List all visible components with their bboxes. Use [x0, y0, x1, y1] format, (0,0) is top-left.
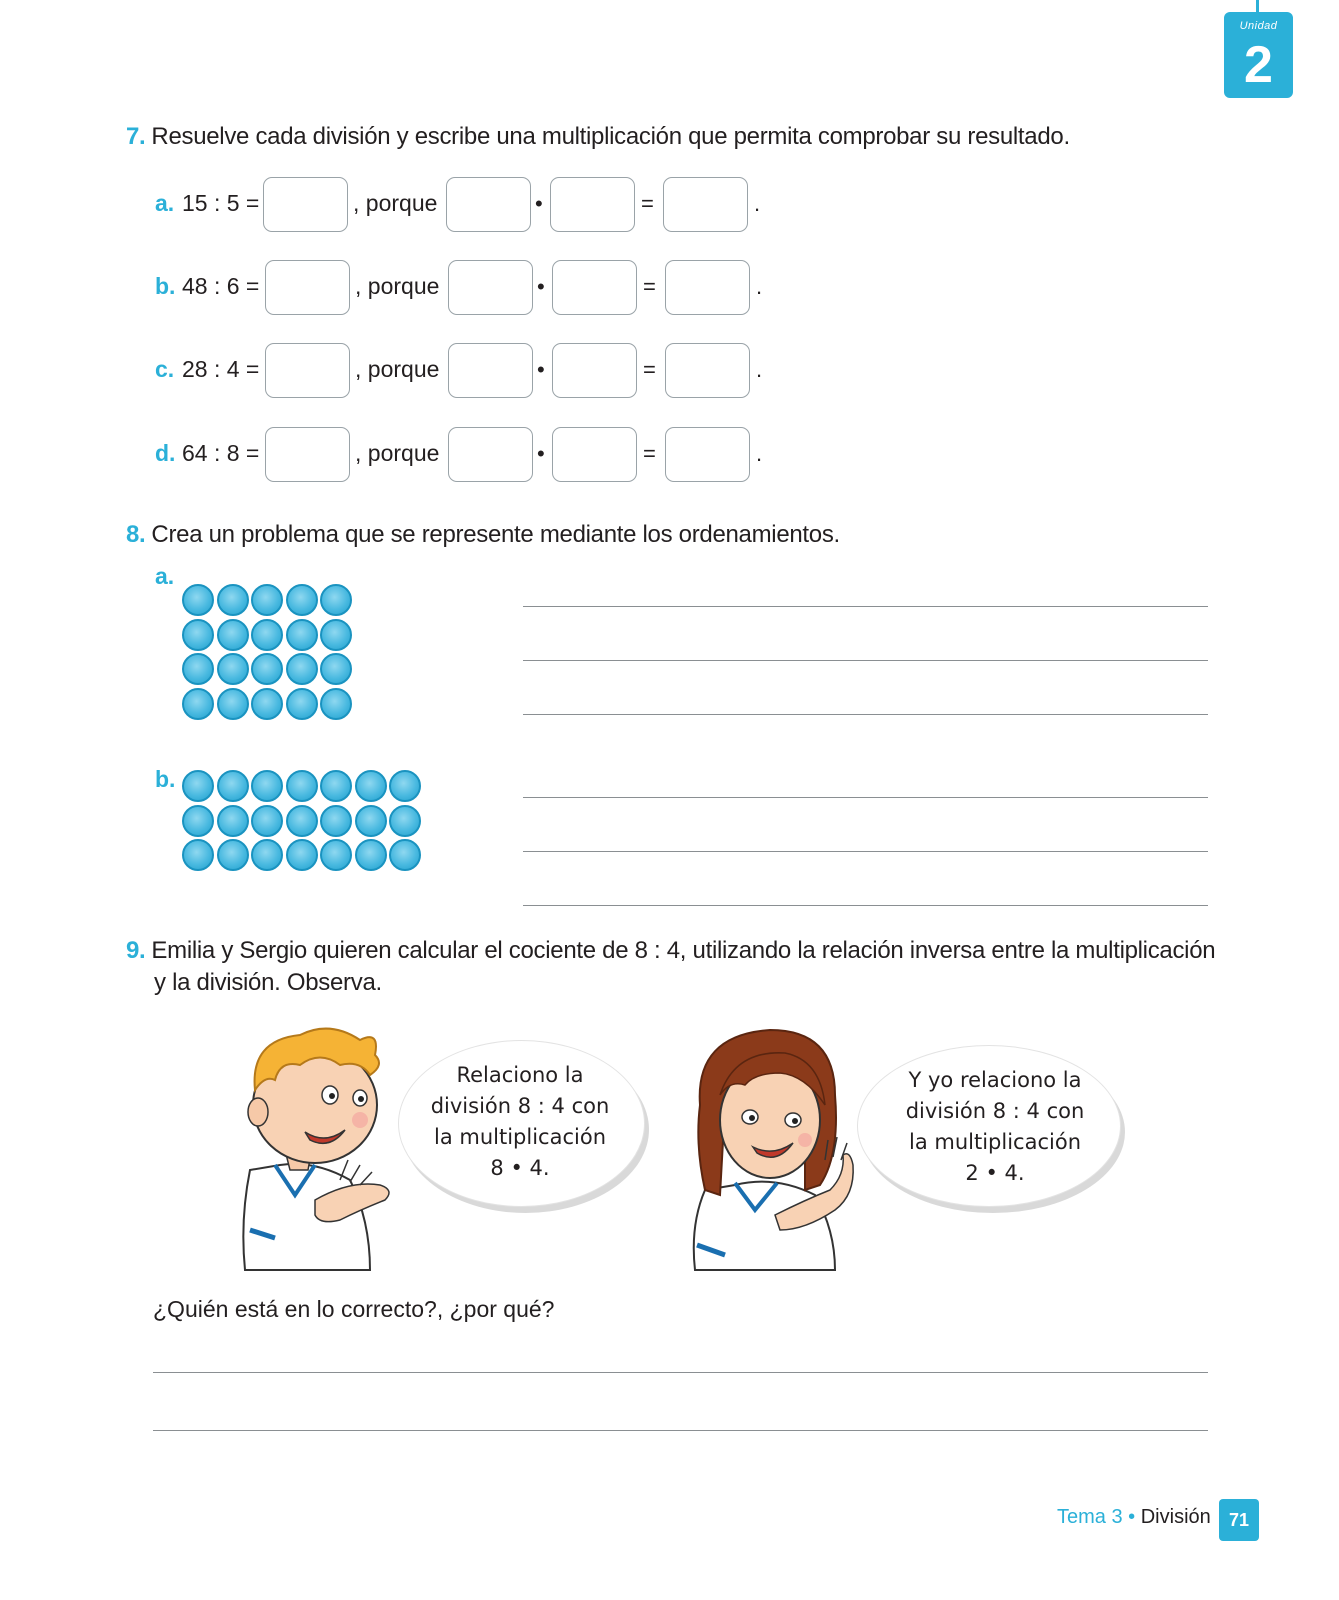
girl-speech-line: la multiplicación — [909, 1130, 1081, 1154]
footer-topic-label: Tema 3 — [1057, 1506, 1123, 1528]
answer-line-b-1[interactable] — [523, 797, 1208, 798]
boy-speech-line: 8 • 4. — [490, 1156, 550, 1180]
array-b-letter: b. — [155, 766, 176, 792]
array-dot — [217, 619, 249, 651]
boy-speech-text — [410, 1060, 630, 1184]
period-symbol: . — [756, 441, 763, 466]
girl-speech-line: división 8 : 4 con — [905, 1099, 1085, 1123]
array-dot — [320, 619, 352, 651]
row-letter: d. — [155, 440, 176, 466]
factor-2-box[interactable] — [552, 427, 637, 482]
array-dot — [320, 770, 352, 802]
array-dot — [389, 839, 421, 871]
porque-label: , porque — [353, 190, 438, 216]
product-box[interactable] — [665, 260, 750, 315]
array-dot — [355, 805, 387, 837]
quotient-answer-box[interactable] — [265, 427, 350, 482]
array-a-letter: a. — [155, 563, 175, 589]
question-9-text-line1: Emilia y Sergio quieren calcular el cociente de 8 : 4, utilizando la relación inversa entre la multiplicación — [151, 937, 1216, 964]
question-7-text: Resuelve cada división y escribe una multiplicación que permita comprobar su resultado. — [151, 123, 1070, 150]
footer-topic — [1057, 1506, 1211, 1529]
division-expression: 28 : 4 = — [182, 356, 260, 382]
question-8-text: Crea un problema que se represente mediante los ordenamientos. — [151, 521, 840, 548]
times-symbol: • — [537, 441, 545, 466]
answer-line-b-3[interactable] — [523, 905, 1208, 906]
array-dot — [182, 584, 214, 616]
question-9-prompt: ¿Quién está en lo correcto?, ¿por qué? — [153, 1296, 555, 1322]
footer-bullet: • — [1128, 1506, 1136, 1528]
array-dot — [320, 584, 352, 616]
dot-array-b — [182, 770, 427, 875]
porque-label: , porque — [355, 356, 440, 382]
equals-symbol: = — [643, 357, 656, 382]
array-dot — [182, 839, 214, 871]
factor-1-box[interactable] — [446, 177, 531, 232]
array-dot — [286, 839, 318, 871]
array-dot — [286, 805, 318, 837]
array-dot — [182, 688, 214, 720]
array-dot — [182, 619, 214, 651]
girl-illustration — [685, 1025, 860, 1272]
array-dot — [217, 584, 249, 616]
division-expression: 15 : 5 = — [182, 190, 260, 216]
times-symbol: • — [537, 357, 545, 382]
array-dot — [251, 805, 283, 837]
period-symbol: . — [756, 274, 763, 299]
page-number: 71 — [1219, 1499, 1259, 1541]
equals-symbol: = — [643, 274, 656, 299]
array-dot — [182, 770, 214, 802]
question-9-title — [126, 935, 1226, 999]
question-7-title — [126, 121, 1070, 153]
boy-speech-line: la multiplicación — [434, 1125, 606, 1149]
factor-2-box[interactable] — [550, 177, 635, 232]
row-letter: a. — [155, 190, 175, 216]
girl-speech-line: 2 • 4. — [965, 1161, 1025, 1185]
array-dot — [217, 839, 249, 871]
array-dot — [251, 770, 283, 802]
answer-line-9-1[interactable] — [153, 1372, 1208, 1373]
equals-symbol: = — [643, 441, 656, 466]
division-row — [0, 427, 800, 485]
array-dot — [217, 688, 249, 720]
equals-symbol: = — [641, 191, 654, 216]
factor-2-box[interactable] — [552, 260, 637, 315]
answer-line-a-3[interactable] — [523, 714, 1208, 715]
question-8-title — [126, 519, 840, 551]
row-letter: c. — [155, 356, 175, 382]
dot-array-a — [182, 584, 357, 724]
array-dot — [286, 584, 318, 616]
array-dot — [320, 805, 352, 837]
array-dot — [286, 619, 318, 651]
quotient-answer-box[interactable] — [263, 177, 348, 232]
array-dot — [320, 653, 352, 685]
girl-speech-line: Y yo relaciono la — [908, 1068, 1082, 1092]
question-9-text-line2: y la división. Observa. — [154, 969, 382, 996]
array-dot — [320, 839, 352, 871]
array-dot — [217, 805, 249, 837]
factor-2-box[interactable] — [552, 343, 637, 398]
times-symbol: • — [537, 274, 545, 299]
array-dot — [251, 653, 283, 685]
division-row — [0, 260, 800, 318]
unit-tab — [1224, 12, 1293, 98]
times-symbol: • — [535, 191, 543, 216]
row-letter: b. — [155, 273, 176, 299]
question-9-number: 9. — [126, 937, 146, 964]
product-box[interactable] — [665, 427, 750, 482]
period-symbol: . — [756, 357, 763, 382]
porque-label: , porque — [355, 440, 440, 466]
array-dot — [286, 653, 318, 685]
division-expression: 48 : 6 = — [182, 273, 260, 299]
division-expression: 64 : 8 = — [182, 440, 260, 466]
array-dot — [217, 653, 249, 685]
unit-number: 2 — [1244, 36, 1273, 94]
product-box[interactable] — [663, 177, 748, 232]
boy-illustration — [220, 1020, 410, 1272]
division-row — [0, 177, 800, 235]
array-dot — [286, 688, 318, 720]
answer-line-b-2[interactable] — [523, 851, 1208, 852]
array-dot — [251, 584, 283, 616]
division-row — [0, 343, 800, 401]
array-dot — [320, 688, 352, 720]
answer-line-a-2[interactable] — [523, 660, 1208, 661]
array-dot — [389, 805, 421, 837]
answer-line-a-1[interactable] — [523, 606, 1208, 607]
period-symbol: . — [754, 191, 761, 216]
quotient-answer-box[interactable] — [265, 343, 350, 398]
factor-1-box[interactable] — [448, 343, 533, 398]
question-8-number: 8. — [126, 521, 146, 548]
unit-label: Unidad — [1239, 20, 1278, 32]
girl-speech-text — [875, 1065, 1115, 1189]
factor-1-box[interactable] — [448, 260, 533, 315]
array-dot — [251, 839, 283, 871]
array-dot — [182, 805, 214, 837]
tab-string — [1256, 0, 1259, 18]
boy-speech-line: Relaciono la — [456, 1063, 584, 1087]
footer-subject: División — [1140, 1506, 1211, 1528]
array-dot — [251, 619, 283, 651]
array-dot — [355, 839, 387, 871]
question-7-number: 7. — [126, 123, 146, 150]
product-box[interactable] — [665, 343, 750, 398]
quotient-answer-box[interactable] — [265, 260, 350, 315]
array-dot — [217, 770, 249, 802]
array-dot — [251, 688, 283, 720]
array-dot — [286, 770, 318, 802]
porque-label: , porque — [355, 273, 440, 299]
boy-speech-line: división 8 : 4 con — [430, 1094, 610, 1118]
answer-line-9-2[interactable] — [153, 1430, 1208, 1431]
array-dot — [182, 653, 214, 685]
factor-1-box[interactable] — [448, 427, 533, 482]
array-dot — [389, 770, 421, 802]
array-dot — [355, 770, 387, 802]
